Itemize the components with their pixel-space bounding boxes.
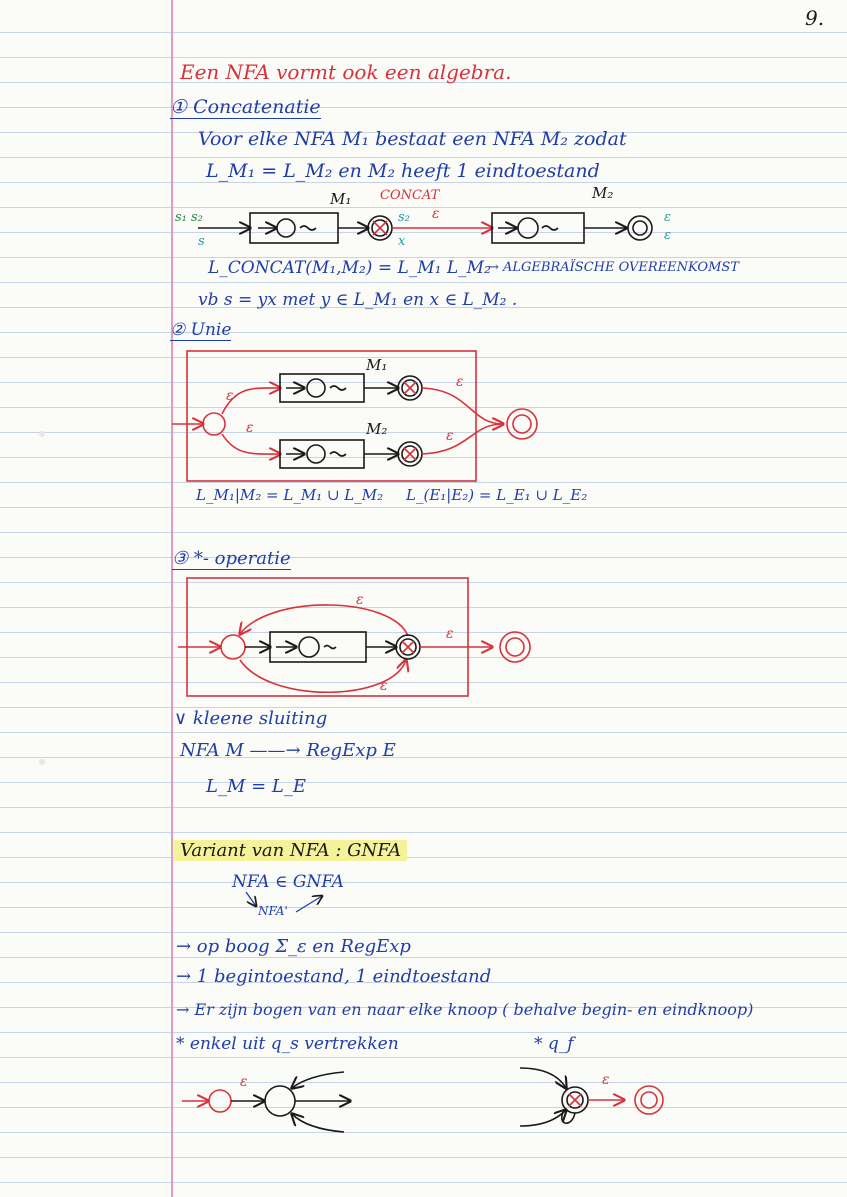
gnfa-arrow-gnfa: [296, 896, 322, 912]
gnfa-bullet3: → Er zijn bogen van en naar elke knoop ( behalve begin- en eindknoop): [176, 1000, 754, 1019]
union-m1-state: [307, 379, 325, 397]
star-frame: [187, 578, 468, 696]
concat-label-s1s2: s₁ s₂: [175, 210, 203, 225]
star-eps-bottom: ε: [380, 678, 388, 694]
gnfa-line2: NFA': [258, 904, 288, 918]
concat-label-eps-bottom: ε: [664, 228, 671, 243]
star-final-outer: [500, 632, 530, 662]
gnfa-qs-state: [265, 1086, 295, 1116]
star-start-state: [221, 635, 245, 659]
star-line1: NFA M ——→ RegExp E: [180, 740, 396, 761]
concat-m2-final-inner: [633, 221, 647, 235]
union-eps-2: ε: [246, 420, 254, 436]
page-title: Een NFA vormt ook een algebra.: [180, 60, 512, 84]
gnfa-final-diagram: [520, 1068, 663, 1126]
gnfa-arrow-nfa: [246, 892, 256, 906]
concat-label-eps-top: ε: [664, 210, 671, 225]
union-label-m2: M₂: [366, 420, 388, 438]
concat-label-s2: s₂: [398, 210, 410, 225]
concat-label-m2: M₂: [592, 184, 614, 202]
gnfa-start-state: [209, 1090, 231, 1112]
gnfa-line1: NFA ∈ GNFA: [232, 872, 344, 892]
star-heading: ③ *- operatie: [172, 548, 291, 569]
union-eps-out-upper: [422, 388, 503, 424]
concat-label-m1: M₁: [330, 190, 352, 208]
concat-note: → ALGEBRAÏSCHE OVEREENKOMST: [488, 260, 739, 275]
union-final-outer: [507, 409, 537, 439]
gnfa-bullet4: * enkel uit q_s vertrekken: [176, 1034, 399, 1054]
star-note: ∨ kleene sluiting: [174, 708, 328, 729]
star-m-tilde: [324, 646, 336, 649]
star-eps-right: ε: [446, 626, 454, 642]
gnfa-eps-left: ε: [240, 1074, 248, 1090]
union-eps-3: ε: [456, 374, 464, 390]
concat-line1: Voor elke NFA M₁ bestaat een NFA M₂ zodat: [198, 128, 627, 150]
binder-hole-2: [39, 759, 45, 765]
star-m-state: [299, 637, 319, 657]
concat-example: vb s = yx met y ∈ L_M₁ en x ∈ L_M₂ .: [198, 290, 518, 310]
star-diagram: [178, 578, 530, 696]
gnfa-bullet2: → 1 begintoestand, 1 eindtoestand: [176, 966, 492, 987]
gnfa-heading: Variant van NFA : GNFA: [174, 840, 407, 861]
gnfa-qf-in-bottom: [520, 1110, 566, 1126]
gnfa-bullet5: * q_f: [534, 1034, 574, 1054]
gnfa-final-inner: [641, 1092, 657, 1108]
concat-m1-tilde: [300, 226, 316, 230]
gnfa-bullet1: → op boog Σ_ε en RegExp: [176, 936, 411, 957]
gnfa-nfa-arrows: [246, 892, 322, 912]
concat-diagram: [198, 213, 652, 243]
concat-label-s: s: [198, 234, 205, 249]
concat-m2-final-outer: [628, 216, 652, 240]
union-eps-upper: [222, 388, 280, 414]
union-m2-state: [307, 445, 325, 463]
union-start-state: [203, 413, 225, 435]
concat-label-x: x: [398, 234, 406, 249]
binder-hole-1: [39, 431, 45, 437]
gnfa-qs-in-bottom: [292, 1114, 344, 1132]
concat-label-concat: CONCAT: [380, 188, 440, 203]
union-diagram: [172, 351, 537, 481]
concat-heading: ① Concatenatie: [170, 96, 321, 118]
union-eps-lower: [222, 434, 280, 454]
gnfa-final-outer: [635, 1086, 663, 1114]
union-formula-right: L_(E₁|E₂) = L_E₁ ∪ L_E₂: [406, 486, 588, 504]
star-eps-skip: [240, 660, 406, 692]
concat-line2: L_M₁ = L_M₂ en M₂ heeft 1 eindtoestand: [206, 160, 600, 182]
union-heading: ② Unie: [170, 320, 232, 340]
union-eps-4: ε: [446, 428, 454, 444]
union-label-m1: M₁: [366, 356, 388, 374]
union-m2-tilde: [330, 452, 346, 456]
gnfa-qf-in-top: [520, 1068, 566, 1088]
union-final-inner: [513, 415, 531, 433]
concat-m2-state: [518, 218, 538, 238]
union-m1-tilde: [330, 386, 346, 390]
union-eps-out-lower: [422, 424, 503, 454]
union-frame: [187, 351, 476, 481]
concat-label-eps: ε: [432, 206, 440, 222]
page-number: 9.: [805, 6, 825, 30]
gnfa-qs-in-top: [292, 1072, 344, 1088]
star-final-inner: [506, 638, 524, 656]
gnfa-eps-right: ε: [602, 1072, 610, 1088]
concat-m1-state: [277, 219, 295, 237]
concat-m2-tilde: [542, 226, 558, 230]
concat-formula: L_CONCAT(M₁,M₂) = L_M₁ L_M₂: [208, 258, 491, 278]
star-line2: L_M = L_E: [206, 776, 307, 797]
gnfa-start-diagram: [182, 1072, 350, 1132]
union-formula-left: L_M₁|M₂ = L_M₁ ∪ L_M₂: [196, 486, 384, 504]
union-eps-1: ε: [226, 388, 234, 404]
star-eps-top: ε: [356, 592, 364, 608]
